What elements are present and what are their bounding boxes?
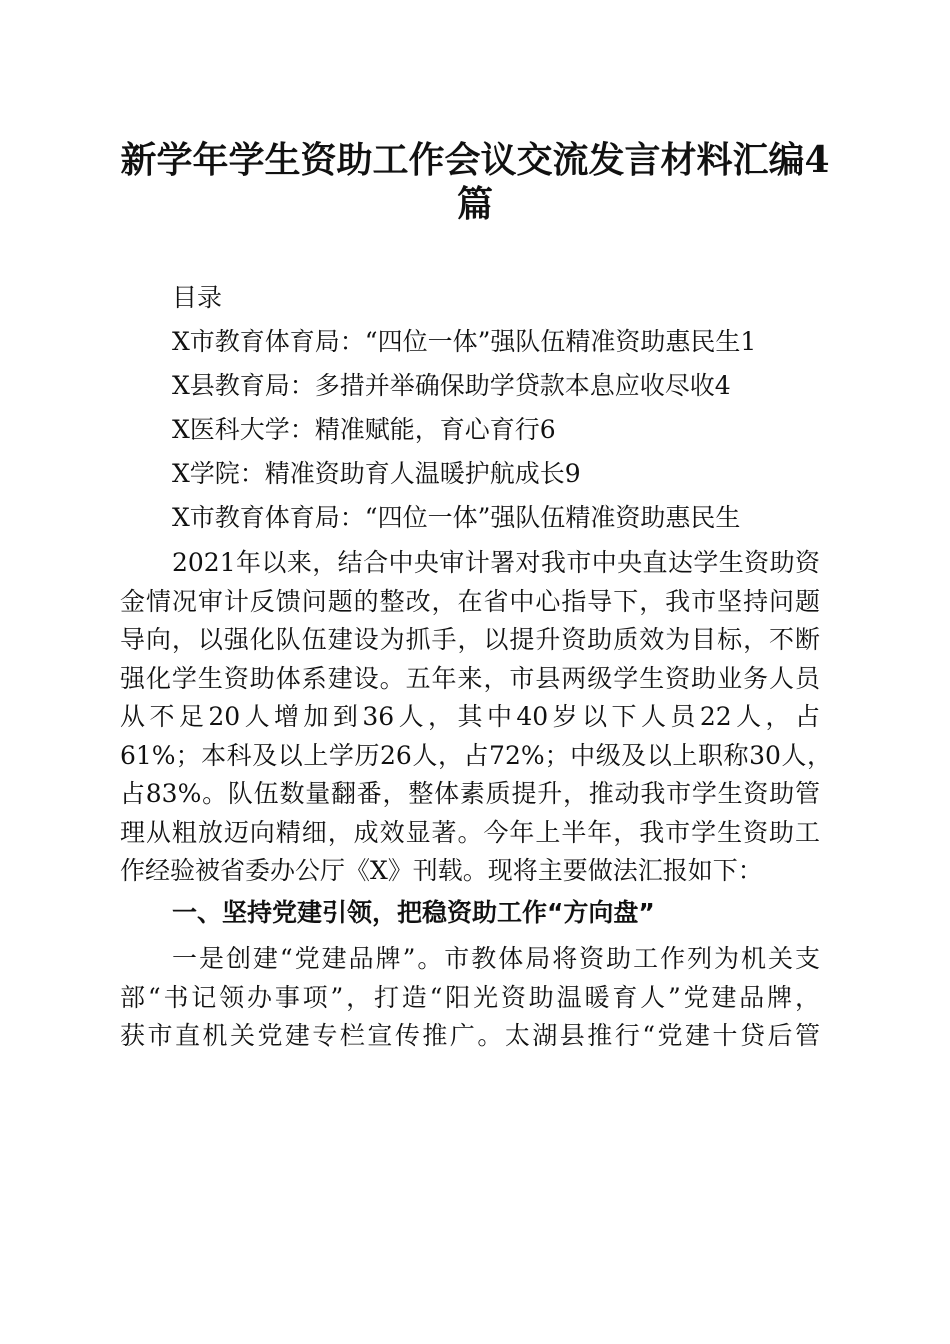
paragraph-line: 作经验被省委办公厅《X》刊载。现将主要做法汇报如下：	[120, 856, 763, 885]
document-title-line-1: 新学年学生资助工作会议交流发言材料汇编4	[120, 139, 830, 181]
toc-heading: 目录	[172, 283, 223, 312]
document-title-line-2: 篇	[456, 183, 493, 225]
paragraph-line: 强化学生资助体系建设。五年来，市县两级学生资助业务人员	[120, 664, 820, 693]
paragraph-line: 2021年以来，结合中央审计署对我市中央直达学生资助资	[172, 548, 820, 577]
paragraph-line: 部“书记领办事项”，打造“阳光资助温暖育人”党建品牌，	[120, 983, 820, 1012]
toc-item[interactable]: X医科大学：精准赋能，育心育行6	[172, 415, 556, 444]
paragraph-line: 获市直机关党建专栏宣传推广。太湖县推行“党建十贷后管	[120, 1021, 820, 1050]
toc-item[interactable]: X县教育局：多措并举确保助学贷款本息应收尽收4	[172, 371, 731, 400]
toc-item[interactable]: X学院：精准资助育人温暖护航成长9	[172, 459, 581, 488]
paragraph-line: 导向，以强化队伍建设为抓手，以提升资助质效为目标，不断	[120, 625, 820, 654]
toc-item[interactable]: X市教育体育局：“四位一体”强队伍精准资助惠民生1	[172, 327, 757, 356]
paragraph-line: 从不足20人增加到36人，其中40岁以下人员22人，占	[120, 702, 820, 731]
heading-1: 一、坚持党建引领，把稳资助工作“方向盘”	[172, 898, 655, 927]
section-title: X市教育体育局：“四位一体”强队伍精准资助惠民生	[172, 503, 741, 532]
paragraph-line: 占83%。队伍数量翻番，整体素质提升，推动我市学生资助管	[120, 779, 820, 808]
paragraph-line: 理从粗放迈向精细，成效显著。今年上半年，我市学生资助工	[120, 818, 820, 847]
paragraph-line: 一是创建“党建品牌”。市教体局将资助工作列为机关支	[172, 944, 820, 973]
paragraph-line: 61%；本科及以上学历26人，占72%；中级及以上职称30人，	[120, 741, 832, 770]
paragraph-line: 金情况审计反馈问题的整改，在省中心指导下，我市坚持问题	[120, 587, 820, 616]
